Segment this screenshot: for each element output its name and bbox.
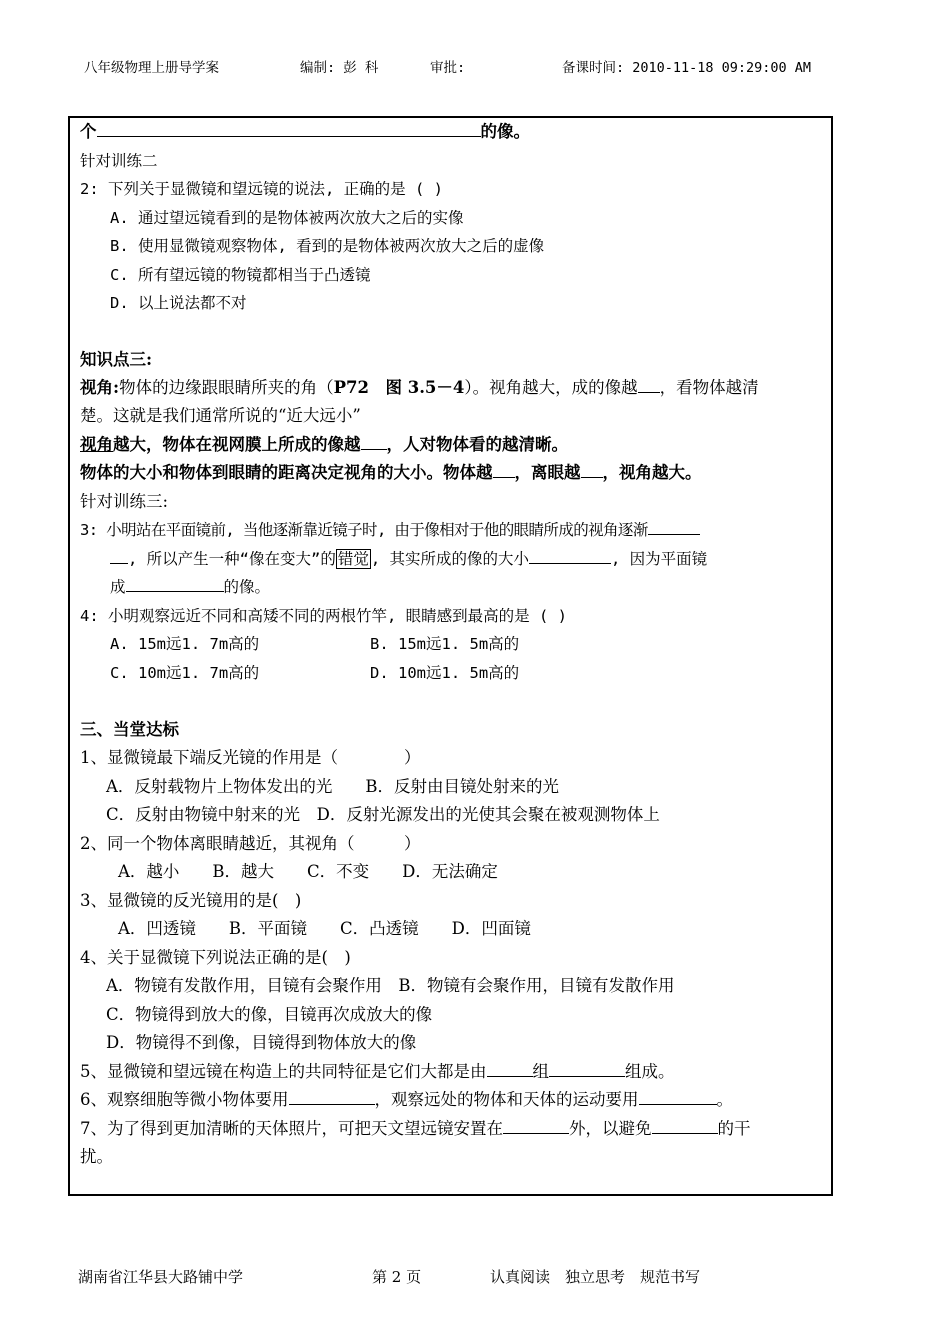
question-3-line3: 成 的像。 — [110, 575, 270, 599]
question-3-line1: 3: 小明站在平面镜前, 当他逐渐靠近镜子时, 由于像相对于他的眼睛所成的视角逐渐 — [80, 518, 700, 542]
fill-line-image: 个 的像。 — [80, 122, 530, 141]
s3-q1-options-ab: A．反射载物片上物体发出的光 B．反射由目镜处射来的光 — [106, 777, 560, 796]
s3-q3-options: A．凹透镜 B．平面镜 C．凸透镜 D．凹面镜 — [118, 919, 531, 938]
blank — [110, 547, 128, 564]
s3-q4-options-ab: A．物镜有发散作用，目镜有会聚作用 B．物镜有会聚作用，目镜有发散作用 — [106, 976, 675, 995]
doc-title: 八年级物理上册导学案 — [84, 60, 219, 76]
question-3-line2: , 所以产生一种“像在变大”的 错觉 , 其实所成的像的大小 , 因为平面镜 — [110, 547, 707, 571]
blank — [126, 575, 224, 592]
blank — [639, 1088, 717, 1105]
blank — [487, 1060, 533, 1077]
motto: 认真阅读 独立思考 规范书写 — [490, 1268, 701, 1286]
s3-q4-option-d: D．物镜得不到像，目镜得到物体放大的像 — [106, 1033, 417, 1052]
blank — [581, 461, 603, 478]
q2-option-a: A. 通过望远镜看到的是物体被两次放大之后的实像 — [110, 209, 464, 227]
q4-option-d: D. 10m远1. 5m高的 — [370, 664, 520, 682]
blank — [648, 518, 700, 535]
blank — [289, 1088, 375, 1105]
question-4: 4: 小明观察远近不同和高矮不同的两根竹竿, 眼睛感到最高的是 ( ) — [80, 607, 567, 625]
s3-question-7-line2: 扰。 — [80, 1147, 113, 1166]
bold-statement-2: 物体的大小和物体到眼睛的距离决定视角的大小。物体越 ，离眼越 ，视角越大。 — [80, 463, 702, 482]
prep-time: 备课时间: 2010-11-18 09:29:00 AM — [562, 60, 812, 76]
visual-angle-definition: 视角:物体的边缘跟眼睛所夹的角（P72 图 3.5－4）。视角越大，成的像越 ，看物体越清 — [80, 378, 759, 397]
knowledge3-title: 知识点三: — [80, 350, 153, 369]
question-2: 2: 下列关于显微镜和望远镜的说法, 正确的是 ( ) — [80, 180, 443, 198]
page-header — [84, 56, 844, 76]
section3-title: 三、当堂达标 — [80, 720, 179, 739]
blank — [638, 376, 660, 393]
author: 编制: 彭 科 — [300, 60, 379, 76]
s3-question-2: 2、同一个物体离眼睛越近，其视角（ ） — [80, 834, 421, 853]
s3-question-5: 5、显微镜和望远镜在构造上的共同特征是它们大都是由 组 组成。 — [80, 1062, 675, 1081]
blank — [493, 461, 515, 478]
q2-option-b: B. 使用显微镜观察物体, 看到的是物体被两次放大之后的虚像 — [110, 237, 545, 255]
s3-question-7: 7、为了得到更加清晰的天体照片，可把天文望远镜安置在 外，以避免 的干 — [80, 1119, 751, 1138]
s3-q2-options: A．越小 B．越大 C．不变 D．无法确定 — [118, 862, 498, 881]
blank — [97, 120, 481, 137]
training3-title: 针对训练三: — [80, 492, 169, 511]
q2-option-c: C. 所有望远镜的物镜都相当于凸透镜 — [110, 266, 371, 284]
content-frame — [68, 116, 833, 1196]
s3-question-3: 3、显微镜的反光镜用的是( ) — [80, 891, 302, 910]
s3-question-1: 1、显微镜最下端反光镜的作用是（ ） — [80, 748, 421, 767]
training2-title: 针对训练二 — [80, 152, 158, 170]
s3-q1-options-cd: C．反射由物镜中射来的光 D．反射光源发出的光使其会聚在被观测物体上 — [106, 805, 660, 824]
blank — [361, 433, 387, 450]
blank — [529, 547, 611, 564]
blank — [652, 1117, 718, 1134]
page-number: 第 2 页 — [372, 1268, 422, 1286]
approver: 审批: — [430, 60, 466, 76]
s3-question-6: 6、观察细胞等微小物体要用 ，观察远处的物体和天体的运动要用 。 — [80, 1090, 733, 1109]
s3-question-4: 4、关于显微镜下列说法正确的是( ) — [80, 948, 351, 967]
s3-q4-option-c: C．物镜得到放大的像，目镜再次成放大的像 — [106, 1005, 433, 1024]
blank — [549, 1060, 625, 1077]
blank — [503, 1117, 569, 1134]
definition-line-2: 楚。这就是我们通常所说的“近大远小” — [80, 406, 361, 425]
school-name: 湖南省江华县大路铺中学 — [78, 1268, 244, 1286]
q2-option-d: D. 以上说法都不对 — [110, 294, 247, 312]
q4-option-c: C. 10m远1. 7m高的 — [110, 664, 260, 682]
q4-option-a: A. 15m远1. 7m高的 — [110, 635, 260, 653]
page-footer — [78, 1266, 838, 1288]
q4-option-b: B. 15m远1. 5m高的 — [370, 635, 520, 653]
bold-statement-1: 视角越大，物体在视网膜上所成的像越 ，人对物体看的越清晰。 — [80, 435, 568, 454]
